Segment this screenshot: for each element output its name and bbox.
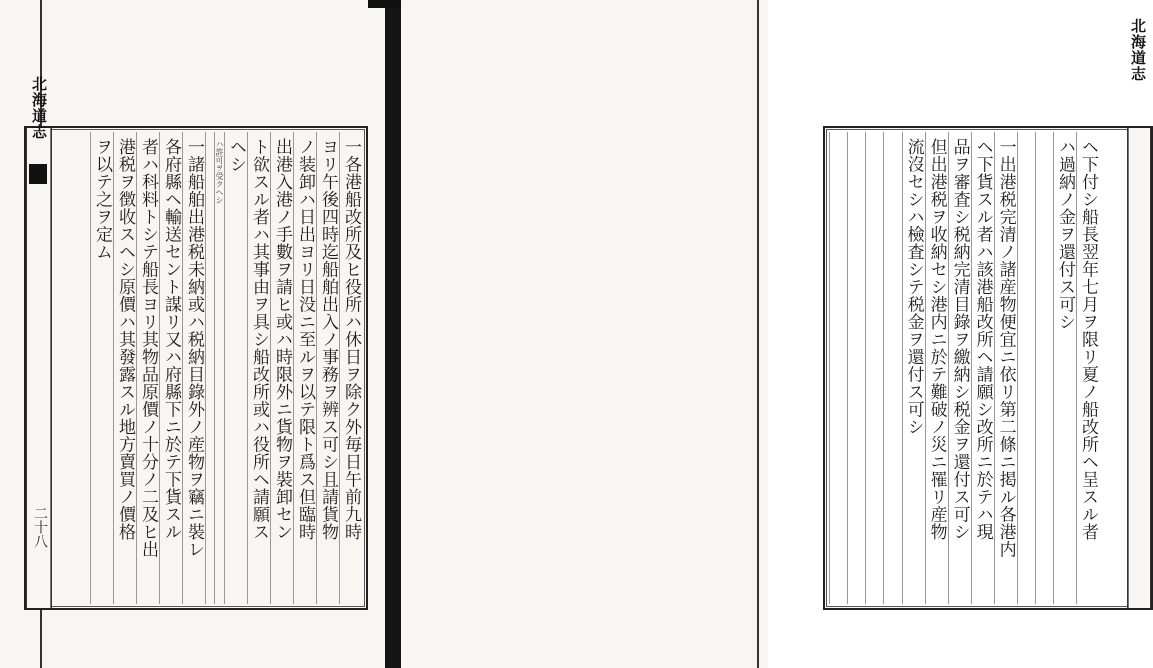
column-text: 一諸船舶出港税未納或ハ税納目錄外ノ産物ヲ竊ニ裝レ [184,138,204,558]
left-text-frame [24,76,368,610]
text-column [1017,132,1035,604]
column-text: 者ハ科料トシテ船長ヨリ其物品原價ノ十分ノ二及ヒ出 [138,138,158,558]
text-column [948,132,971,604]
left-page-number: 二十八 [32,506,48,548]
left-inner-margin [50,128,91,608]
text-column [136,132,159,604]
page-edge-line [757,0,759,668]
column-text: 一出港税完清ノ諸産物便宜ニ依リ第二條ニ掲ル各港内 [995,138,1016,558]
text-column [182,132,205,604]
column-text: 流沒セシハ檢査シテ税金ヲ還付ス可シ [903,138,924,436]
text-column [214,132,224,604]
column-text: ヘ下付シ船長翌年七月ヲ限リ夏ノ船改所ヘ呈スル者 [1078,138,1098,541]
text-column [1076,132,1099,604]
left-text-columns [90,132,362,604]
text-column [113,132,136,604]
left-spine-column [26,76,52,608]
text-column [883,132,901,604]
text-column [829,132,847,604]
text-column [316,132,339,604]
text-column [847,132,865,604]
text-column [865,132,883,604]
text-column [902,132,925,604]
column-text: 品ヲ審査シ税納完清目錄ヲ繳納シ税金ヲ還付ス可シ [949,138,970,541]
book-gutter [385,0,401,668]
spine-ornament [29,164,47,184]
column-text: 各府縣ヘ輸送セント謀リ又ハ府縣下ニ於テ下貨スル [161,138,181,541]
annotation-text: ハ許可ヲ受クヘシ [215,140,224,204]
right-inner-margin [1098,128,1129,608]
left-page [0,0,385,668]
right-page-header: 北海道志 [1129,18,1147,82]
column-text: ヘシ [226,138,246,173]
text-column [971,132,994,604]
column-text: ヲ以テ之ヲ定ム [92,138,112,261]
right-spine-column [1127,18,1151,608]
column-text: ヨリ午後四時迄船舶出入ノ事務ヲ辨ス可シ且請貨物 [318,138,338,541]
column-text: ハ過納ノ金ヲ還付ス可シ [1055,138,1075,331]
text-column [247,132,270,604]
text-column [293,132,316,604]
right-text-frame [823,18,1153,610]
text-column [925,132,948,604]
text-column [339,132,362,604]
column-text: ノ装卸ハ日出ヨリ日没ニ至ルヲ以テ限ト爲ス但臨時 [295,138,315,541]
column-text: ト欲スル者ハ其事由ヲ具シ船改所或ハ役所ヘ請願ス [249,138,269,541]
column-text: 出港入港ノ手數ヲ請ヒ或ハ時限外ニ貨物ヲ裝卸セン [272,138,292,541]
column-text: 但出港税ヲ收納セシ港内ニ於テ難破ノ災ニ罹リ産物 [926,138,947,541]
text-column [994,132,1017,604]
text-column [90,132,113,604]
text-column [224,132,247,604]
column-text: 港税ヲ徴收スヘシ原價ハ其發露スル地方賣買ノ價格 [115,138,135,541]
column-text: 一各港船改所及ヒ役所ハ休日ヲ除ク外毎日午前九時 [341,138,361,541]
column-text: ヘ下貨スル者ハ該港船改所ヘ請願シ改所ニ於テハ現 [972,138,993,541]
left-page-header: 北海道志 [30,76,48,140]
text-column [1035,132,1053,604]
right-page [401,0,1147,668]
text-column [205,132,214,604]
text-column [270,132,293,604]
text-column [1053,132,1076,604]
text-column [159,132,182,604]
right-text-columns [829,132,1099,604]
